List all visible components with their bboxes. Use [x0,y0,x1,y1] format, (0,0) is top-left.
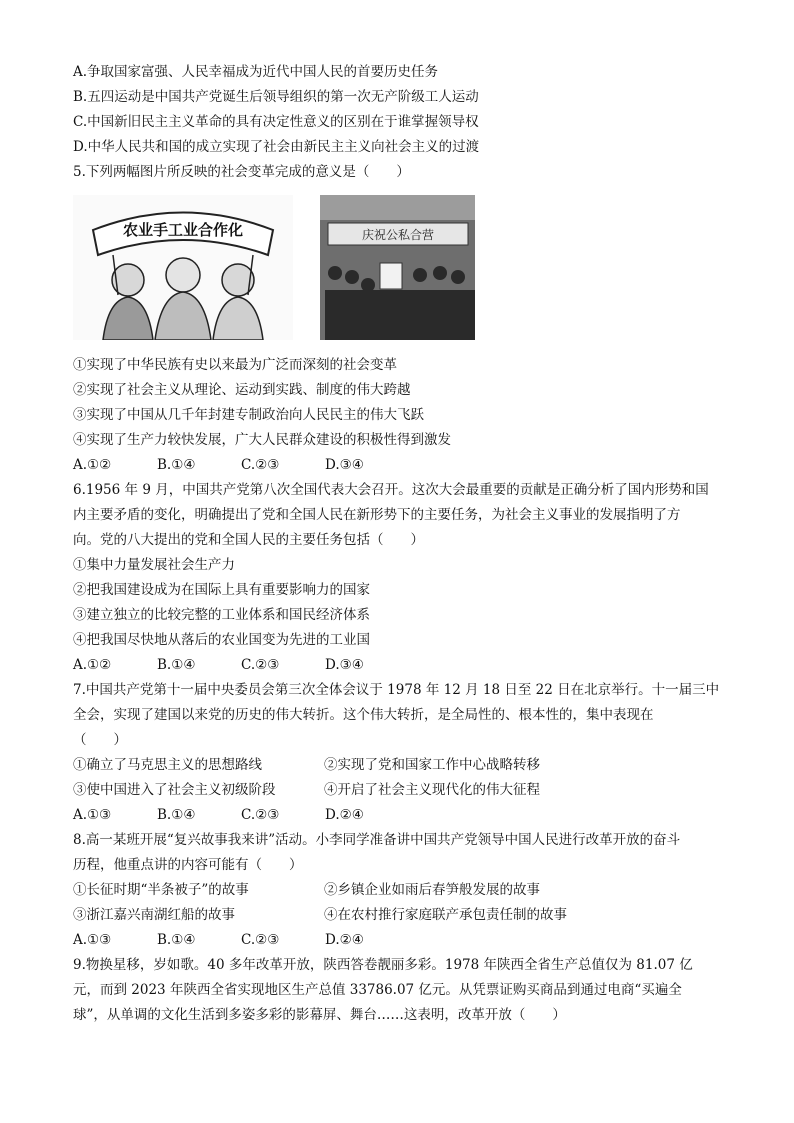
q7-statement-1: ①确立了马克思主义的思想路线 [73,757,262,773]
q7-statement-3: ③使中国进入了社会主义初级阶段 [73,782,276,798]
q6-choices [73,655,364,675]
q4-option-d: D.中华人民共和国的成立实现了社会由新民主主义向社会主义的过渡 [73,139,480,155]
q8-statement-2: ②乡镇企业如雨后春笋般发展的故事 [324,882,540,898]
q5-choice-c[interactable]: C.②③ [241,457,280,473]
q8-stem-line-2: 历程，他重点讲的内容可能有（ ） [73,857,303,873]
q7-stem-line-2: 全会，实现了建国以来党的历史的伟大转折。这个伟大转折，是全局性的、根本性的，集中表现在 [73,707,654,723]
q4-option-c: C.中国新旧民主主义革命的具有决定性意义的区别在于谁掌握领导权 [73,114,479,130]
q8-statement-1: ①长征时期“半条被子”的故事 [73,882,249,898]
q8-stem-line-1: 8.高一某班开展“复兴故事我来讲”活动。小李同学准备讲中国共产党领导中国人民进行改革开放的奋斗 [73,832,681,848]
q5-statement-1: ①实现了中华民族有史以来最为广泛而深刻的社会变革 [73,357,397,373]
public-private-joint-venture-photo [320,195,475,340]
q8-choice-c[interactable]: C.②③ [241,932,280,948]
q7-choice-d[interactable]: D.②④ [325,807,364,823]
q6-statement-3: ③建立独立的比较完整的工业体系和国民经济体系 [73,607,370,623]
q5-statement-3: ③实现了中国从几千年封建专制政治向人民民主的伟大飞跃 [73,407,424,423]
q9-stem-line-1: 9.物换星移，岁如歌。40 多年改革开放，陕西答卷靓丽多彩。1978 年陕西全省生产总值仅为 81.07 亿 [73,957,693,973]
q8-choice-d[interactable]: D.②④ [325,932,364,948]
q5-stem: 5.下列两幅图片所反映的社会变革完成的意义是（ ） [73,164,410,180]
q7-stem-line-1: 7.中国共产党第十一届中央委员会第三次全体会议于 1978 年 12 月 18 日至 22 日在北京举行。十一届三中 [73,682,720,698]
q7-stem-line-3: （ ） [73,732,127,748]
q5-choice-d[interactable]: D.③④ [325,457,364,473]
q6-stem-line-2: 内主要矛盾的变化，明确提出了党和全国人民在新形势下的主要任务，为社会主义事业的发展指明了方 [73,507,681,523]
q6-stem-line-3: 向。党的八大提出的党和全国人民的主要任务包括（ ） [73,532,424,548]
q4-option-a: A.争取国家富强、人民幸福成为近代中国人民的首要历史任务 [73,64,439,80]
q7-choice-a[interactable]: A.①③ [73,807,112,823]
q8-statement-3: ③浙江嘉兴南湖红船的故事 [73,907,235,923]
q7-choice-c[interactable]: C.②③ [241,807,280,823]
q6-choice-c[interactable]: C.②③ [241,657,280,673]
q6-choice-b[interactable]: B.①④ [157,657,196,673]
q6-choice-a[interactable]: A.①② [73,657,112,673]
q8-choice-b[interactable]: B.①④ [157,932,196,948]
q6-statement-1: ①集中力量发展社会生产力 [73,557,235,573]
q7-statement-4: ④开启了社会主义现代化的伟大征程 [324,782,540,798]
q8-choice-a[interactable]: A.①③ [73,932,112,948]
q7-choices [73,805,364,825]
q6-statement-4: ④把我国尽快地从落后的农业国变为先进的工业国 [73,632,370,648]
q7-statement-2: ②实现了党和国家工作中心战略转移 [324,757,540,773]
cooperation-illustration [73,195,293,340]
q6-choice-d[interactable]: D.③④ [325,657,364,673]
cooperation-banner-text: 农业手工业合作化 [122,221,244,239]
q7-choice-b[interactable]: B.①④ [157,807,196,823]
q8-statement-4: ④在农村推行家庭联产承包责任制的故事 [324,907,567,923]
q9-stem-line-2: 元，而到 2023 年陕西全省实现地区生产总值 33786.07 亿元。从凭票证购买商品到通过电商“买遍全 [73,982,682,998]
q5-statement-4: ④实现了生产力较快发展，广大人民群众建设的积极性得到激发 [73,432,451,448]
q6-statement-2: ②把我国建设成为在国际上具有重要影响力的国家 [73,582,370,598]
photo-banner-text: 庆祝公私合营 [361,228,435,242]
q5-statement-2: ②实现了社会主义从理论、运动到实践、制度的伟大跨越 [73,382,411,398]
q6-stem-line-1: 6.1956 年 9 月，中国共产党第八次全国代表大会召开。这次大会最重要的贡献是正确分析了国内形势和国 [73,482,709,498]
q5-choices [73,455,364,475]
q5-choice-b[interactable]: B.①④ [157,457,196,473]
q8-choices [73,930,364,950]
q9-stem-line-3: 球”，从单调的文化生活到多姿多彩的影幕屏、舞台……这表明，改革开放（ ） [73,1007,566,1023]
q5-choice-a[interactable]: A.①② [73,457,112,473]
q4-option-b: B.五四运动是中国共产党诞生后领导组织的第一次无产阶级工人运动 [73,89,479,105]
